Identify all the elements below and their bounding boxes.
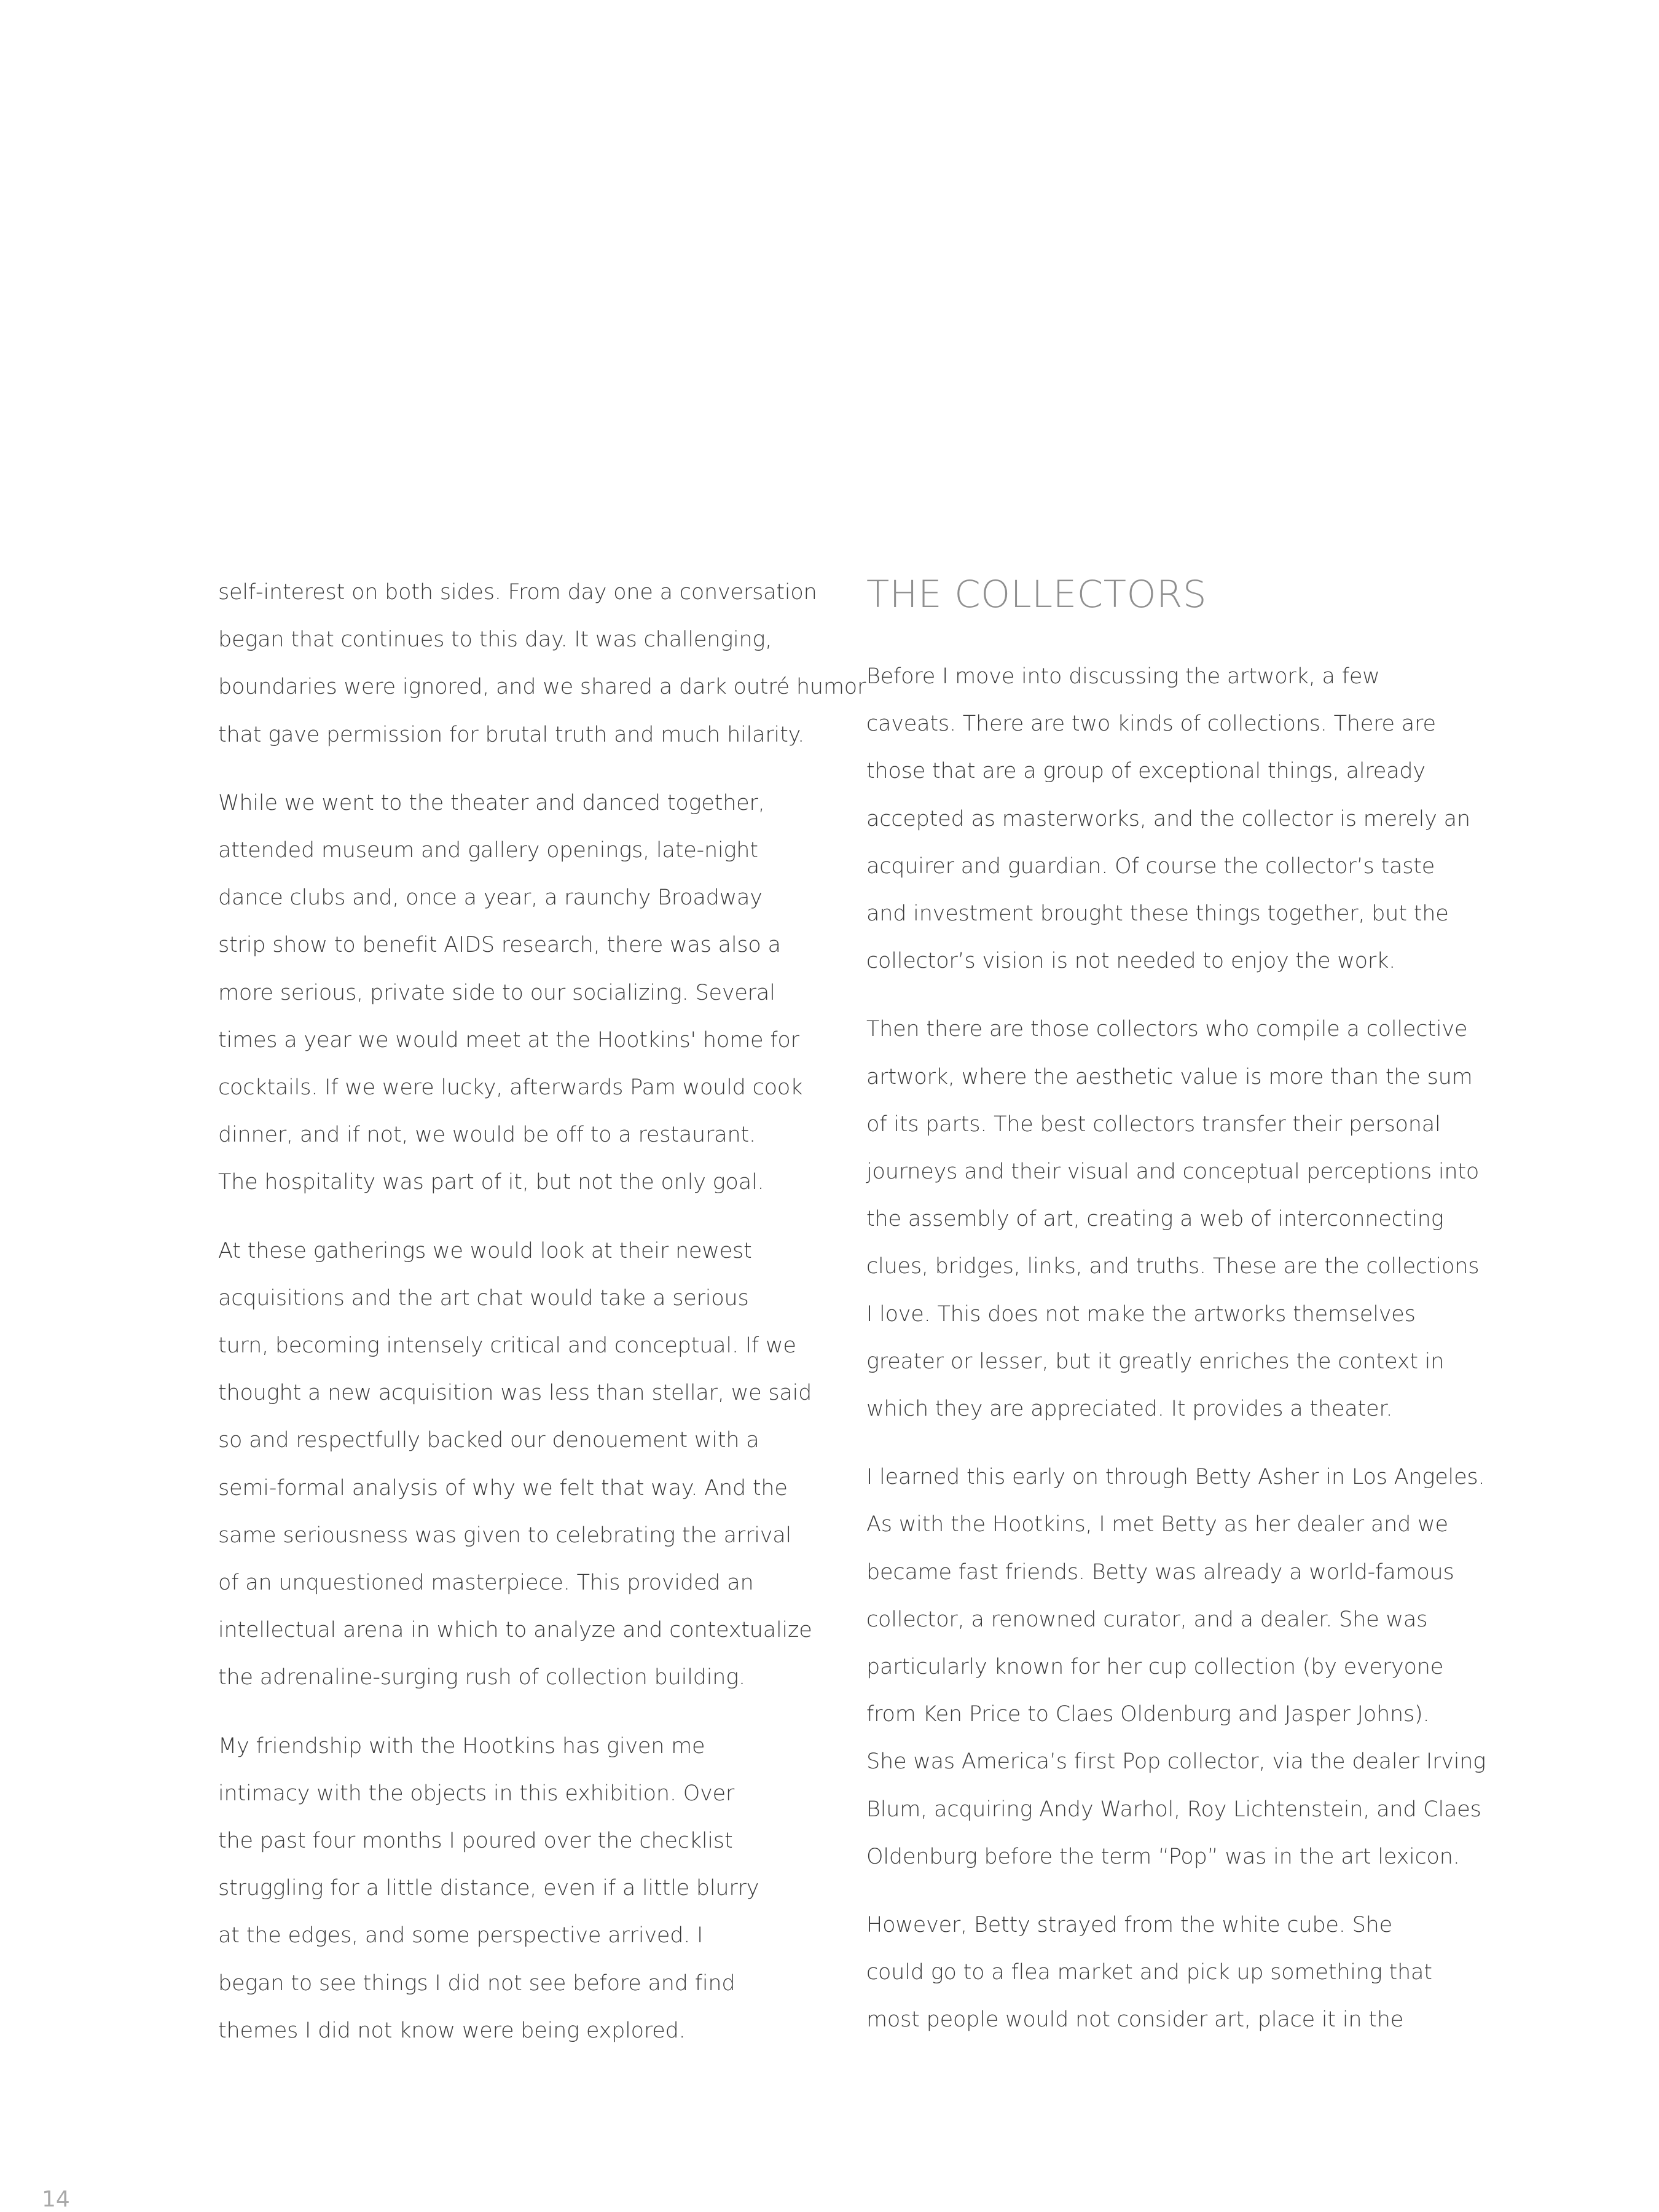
text-line: which they are appreciated. It provides a theater. (866, 1397, 1393, 1422)
text-line: most people would not consider art, place it in the (866, 2007, 1404, 2033)
text-line: Then there are those collectors who compile a collective (866, 1017, 1468, 1042)
paragraph (218, 569, 866, 759)
text-line: accepted as masterworks, and the collector is merely an (866, 806, 1470, 831)
text-line: strip show to benefit AIDS research, there was also a (218, 933, 781, 958)
text-line: at the edges, and some perspective arrived. I (218, 1923, 704, 1948)
text-line: acquisitions and the art chat would take a serious (218, 1285, 749, 1311)
text-line: the adrenaline-surging rush of collection building. (218, 1665, 745, 1690)
text-line: acquirer and guardian. Of course the collector’s taste (866, 853, 1435, 879)
paragraph-gap (218, 759, 833, 780)
text-line: However, Betty strayed from the white cube. She (866, 1913, 1392, 1938)
text-line: began that continues to this day. It was challenging, (218, 627, 772, 653)
text-line: collector’s vision is not needed to enjoy the work. (866, 949, 1396, 974)
right-column (866, 653, 1486, 2044)
paragraph (218, 1228, 833, 1702)
text-line: artwork, where the aesthetic value is more than the sum (866, 1064, 1473, 1089)
text-line: She was America’s first Pop collector, via the dealer Irving (866, 1749, 1486, 1775)
text-line: themes I did not know were being explored. (218, 2018, 686, 2043)
text-line: more serious, private side to our socializing. Several (218, 980, 775, 1005)
text-line: caveats. There are two kinds of collections. There are (866, 712, 1436, 737)
paragraph (866, 1006, 1481, 1433)
text-line: Before I move into discussing the artwork, a few (866, 664, 1380, 689)
text-line: began to see things I did not see before and find (218, 1971, 735, 1996)
text-line: The hospitality was part of it, but not the only goal. (218, 1170, 764, 1195)
text-line: that gave permission for brutal truth and much hilarity. (218, 722, 805, 747)
text-line: of an unquestioned masterpiece. This provided an (218, 1571, 754, 1596)
text-line: the past four months I poured over the checklist (218, 1829, 733, 1854)
text-line: thought a new acquisition was less than stellar, we said (218, 1381, 812, 1406)
text-line: journeys and their visual and conceptual perceptions into (866, 1159, 1480, 1185)
text-line: As with the Hootkins, I met Betty as her dealer and we (866, 1512, 1448, 1537)
text-line: I love. This does not make the artworks themselves (866, 1301, 1416, 1327)
text-line: collector, a renowned curator, and a dealer. She was (866, 1607, 1428, 1632)
text-line: boundaries were ignored, and we shared a dark outré humor (218, 675, 866, 700)
paragraph (218, 1723, 833, 2055)
paragraph-gap (866, 1433, 1481, 1454)
text-line: intimacy with the objects in this exhibition. Over (218, 1781, 735, 1806)
text-line: dinner, and if not, we would be off to a restaurant. (218, 1123, 756, 1148)
text-line: particularly known for her cup collection (by everyone (866, 1655, 1444, 1680)
paragraph-gap (218, 1702, 833, 1723)
text-line: and investment brought these things together, but the (866, 901, 1449, 927)
text-line: intellectual arena in which to analyze and contextualize (218, 1618, 812, 1643)
text-line: cocktails. If we were lucky, afterwards Pam would cook (218, 1075, 803, 1100)
text-line: clues, bridges, links, and truths. These are the collections (866, 1254, 1480, 1279)
text-line: struggling for a little distance, even if a little blurry (218, 1876, 759, 1901)
paragraph (218, 780, 833, 1207)
paragraph-gap (218, 1207, 833, 1228)
section-heading: THE COLLECTORS (866, 573, 1207, 616)
paragraph-gap (866, 985, 1481, 1006)
text-line: turn, becoming intensely critical and conceptual. If we (218, 1333, 796, 1359)
text-line: from Ken Price to Claes Oldenburg and Jasper Johns). (866, 1702, 1430, 1727)
paragraph (866, 653, 1481, 985)
left-column (218, 569, 866, 2055)
text-line: At these gatherings we would look at their newest (218, 1238, 752, 1263)
text-line: semi-formal analysis of why we felt that way. And the (218, 1475, 788, 1500)
text-line: same seriousness was given to celebrating the arrival (218, 1523, 792, 1548)
text-line: the assembly of art, creating a web of interconnecting (866, 1207, 1444, 1232)
text-line: those that are a group of exceptional things, already (866, 759, 1426, 784)
text-line: of its parts. The best collectors transfer their personal (866, 1112, 1441, 1137)
paragraph (866, 1454, 1486, 1881)
text-line: times a year we would meet at the Hootkins' home for (218, 1027, 799, 1053)
text-line: could go to a flea market and pick up something that (866, 1960, 1432, 1985)
text-line: self-interest on both sides. From day one a conversation (218, 580, 817, 605)
text-line: so and respectfully backed our denouement with a (218, 1428, 759, 1453)
text-line: While we went to the theater and danced together, (218, 790, 765, 815)
paragraph-gap (866, 1881, 1481, 1902)
text-line: attended museum and gallery openings, late-night (218, 838, 758, 863)
text-line: My friendship with the Hootkins has given me (218, 1733, 705, 1759)
paragraph (866, 1902, 1481, 2044)
text-line: became fast friends. Betty was already a world-famous (866, 1559, 1454, 1585)
text-line: I learned this early on through Betty Asher in Los Angeles. (866, 1465, 1485, 1490)
text-line: dance clubs and, once a year, a raunchy Broadway (218, 885, 763, 911)
text-line: Blum, acquiring Andy Warhol, Roy Lichtenstein, and Claes (866, 1797, 1481, 1822)
page-number: 14 (42, 2187, 70, 2212)
text-line: Oldenburg before the term “Pop” was in the art lexicon. (866, 1844, 1460, 1869)
text-line: greater or lesser, but it greatly enriches the context in (866, 1349, 1445, 1374)
